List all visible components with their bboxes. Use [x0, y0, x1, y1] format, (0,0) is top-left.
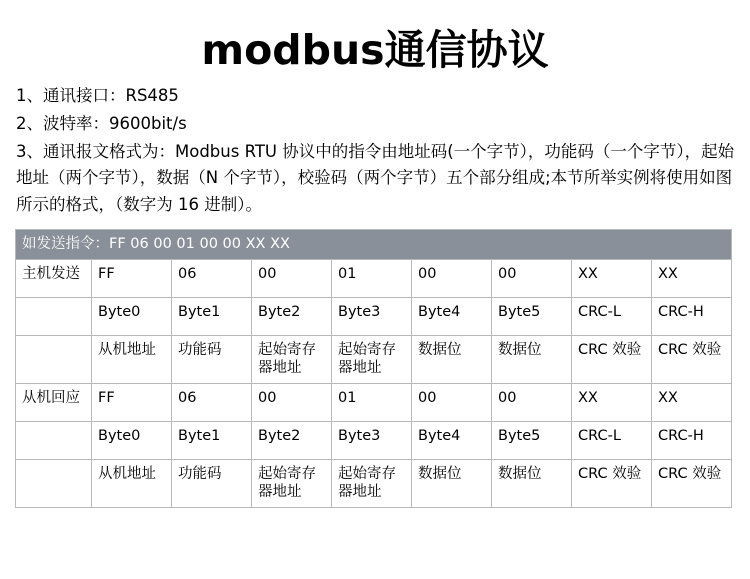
table-cell: 起始寄存器地址	[252, 335, 332, 383]
table-cell: 从机地址	[92, 460, 172, 508]
table-cell: Byte1	[172, 297, 252, 335]
table-cell: 功能码	[172, 460, 252, 508]
table-cell: Byte1	[172, 422, 252, 460]
row-label	[16, 422, 92, 460]
table-cell: 00	[252, 259, 332, 297]
row-label	[16, 335, 92, 383]
table-header-cell: 如发送指令：FF 06 00 01 00 00 XX XX	[16, 229, 732, 259]
table-cell: XX	[572, 259, 652, 297]
table-row	[16, 460, 732, 508]
table-cell: FF	[92, 384, 172, 422]
table-row	[16, 422, 732, 460]
table-cell: Byte5	[492, 297, 572, 335]
table-cell: CRC 效验	[652, 335, 732, 383]
table-cell: 01	[332, 384, 412, 422]
table-cell: 数据位	[412, 335, 492, 383]
table-cell: CRC 效验	[652, 460, 732, 508]
table-cell: Byte4	[412, 422, 492, 460]
table-cell: 06	[172, 259, 252, 297]
table-cell: CRC-L	[572, 297, 652, 335]
table-cell: Byte5	[492, 422, 572, 460]
table-cell: CRC-H	[652, 422, 732, 460]
page-title: modbus通信协议	[201, 26, 549, 74]
intro-line-3: 3、通讯报文格式为：Modbus RTU 协议中的指令由地址码(一个字节），功能码（一个字节），起始地址（两个字节），数据（N 个字节），校验码（两个字节）五个部分组成;本节所举实例将使用如图所示的格式，（数字为 16 进制）。	[16, 141, 735, 215]
table-cell: CRC 效验	[572, 335, 652, 383]
table-cell: 00	[252, 384, 332, 422]
table-row	[16, 297, 732, 335]
table-cell: 数据位	[492, 335, 572, 383]
intro-line-2: 2、波特率：9600bit/s	[16, 113, 187, 133]
table-row	[16, 384, 732, 422]
table-cell: 功能码	[172, 335, 252, 383]
table-cell: 起始寄存器地址	[252, 460, 332, 508]
table-row	[16, 259, 732, 297]
intro-line-1: 1、通讯接口：RS485	[16, 86, 179, 106]
table-header-row	[16, 229, 732, 259]
table-cell: 06	[172, 384, 252, 422]
table-cell: CRC-H	[652, 297, 732, 335]
table-row	[16, 335, 732, 383]
table-cell: Byte0	[92, 422, 172, 460]
table-cell: Byte3	[332, 422, 412, 460]
table-cell: Byte2	[252, 422, 332, 460]
table-cell: 起始寄存器地址	[332, 460, 412, 508]
row-label: 主机发送	[16, 259, 92, 297]
table-cell: 00	[492, 259, 572, 297]
table-cell: Byte2	[252, 297, 332, 335]
table-cell: FF	[92, 259, 172, 297]
protocol-table	[15, 229, 732, 509]
table-cell: CRC 效验	[572, 460, 652, 508]
table-cell: Byte3	[332, 297, 412, 335]
table-cell: 起始寄存器地址	[332, 335, 412, 383]
document-page	[0, 26, 750, 579]
table-cell: CRC-L	[572, 422, 652, 460]
table-cell: 数据位	[412, 460, 492, 508]
table-cell: 从机地址	[92, 335, 172, 383]
table-cell: 01	[332, 259, 412, 297]
table-cell: 00	[412, 259, 492, 297]
table-cell: 00	[492, 384, 572, 422]
table-cell: 数据位	[492, 460, 572, 508]
table-cell: Byte0	[92, 297, 172, 335]
row-label	[16, 460, 92, 508]
intro-section	[0, 83, 750, 219]
row-label: 从机回应	[16, 384, 92, 422]
table-cell: XX	[652, 384, 732, 422]
table-cell: 00	[412, 384, 492, 422]
table-cell: Byte4	[412, 297, 492, 335]
table-cell: XX	[652, 259, 732, 297]
row-label	[16, 297, 92, 335]
table-cell: XX	[572, 384, 652, 422]
